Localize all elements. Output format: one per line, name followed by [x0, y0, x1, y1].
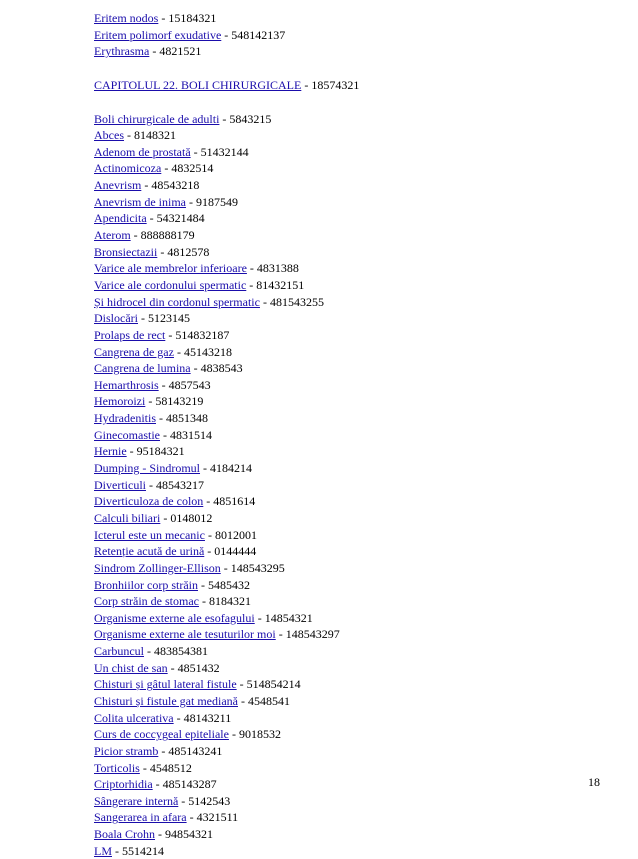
entry-link[interactable]: Cangrena de lumina — [94, 361, 191, 376]
list-item — [94, 710, 614, 727]
entry-code: 481543255 — [269, 294, 324, 309]
separator: - — [185, 194, 196, 209]
entry-link[interactable]: Sangerarea in afara — [94, 810, 187, 825]
separator: - — [259, 294, 270, 309]
entry-code: 58143219 — [155, 394, 204, 409]
list-item — [94, 310, 614, 327]
list-item — [94, 393, 614, 410]
list-item — [94, 626, 614, 643]
entry-link[interactable]: Boli chirurgicale de adulti — [94, 111, 220, 126]
separator: - — [200, 461, 211, 476]
separator: - — [246, 261, 257, 276]
list-item — [94, 477, 614, 494]
separator: - — [204, 527, 215, 542]
separator: - — [198, 594, 209, 609]
separator: - — [156, 411, 166, 426]
entry-code: 4321511 — [196, 810, 239, 825]
entry-link[interactable]: Diverticuli — [94, 477, 146, 492]
entry-link[interactable]: Picior stramb — [94, 743, 159, 758]
entry-code: 888888179 — [140, 228, 195, 243]
list-item — [94, 144, 614, 161]
entry-link[interactable]: Retenție acută de urină — [94, 544, 205, 559]
list-item — [94, 244, 614, 261]
entry-code: 8012001 — [214, 527, 257, 542]
list-item — [94, 610, 614, 627]
separator: - — [221, 27, 232, 42]
entry-code: 4851348 — [166, 411, 208, 426]
chapter-link[interactable]: CAPITOLUL 22. BOLI CHIRURGICALE — [94, 77, 302, 92]
entry-link[interactable]: Adenom de prostată — [94, 144, 191, 159]
separator: - — [138, 311, 148, 326]
entry-link[interactable]: Sindrom Zollinger-Ellison — [94, 560, 221, 575]
separator: - — [158, 743, 169, 758]
list-item — [94, 743, 614, 760]
entry-code: 0148012 — [170, 510, 213, 525]
entry-link[interactable]: Prolaps de rect — [94, 327, 166, 342]
list-item — [94, 493, 614, 510]
separator: - — [160, 510, 171, 525]
chapter-code: 18574321 — [311, 77, 360, 92]
separator: - — [139, 760, 150, 775]
list-item — [94, 826, 614, 843]
entry-link[interactable]: Hemarthrosis — [94, 377, 159, 392]
entry-code: 4548541 — [247, 693, 290, 708]
entry-link[interactable]: Eritem polimorf exudative — [94, 27, 222, 42]
entry-code: 15184321 — [168, 11, 217, 25]
list-item — [94, 676, 614, 693]
list-item — [94, 227, 614, 244]
entry-code: 4838543 — [200, 361, 243, 376]
list-item — [94, 543, 614, 560]
separator: - — [141, 178, 152, 193]
list-item — [94, 177, 614, 194]
separator: - — [186, 810, 197, 825]
list-item — [94, 760, 614, 777]
page-number: 18 — [588, 775, 600, 789]
list-item — [94, 560, 614, 577]
separator: - — [145, 394, 156, 409]
list-item — [94, 277, 614, 294]
entry-code: 5843215 — [229, 111, 272, 126]
spacer — [94, 60, 614, 77]
list-item — [94, 643, 614, 660]
entry-code: 14854321 — [264, 610, 313, 625]
separator: - — [228, 727, 239, 742]
separator: - — [301, 77, 312, 92]
separator: - — [167, 660, 178, 675]
entry-link[interactable]: Organisme externe ale tesuturilor moi — [94, 627, 276, 642]
entry-link[interactable]: Dislocări — [94, 311, 138, 326]
entry-link[interactable]: Apendicita — [94, 211, 147, 226]
list-item — [94, 793, 614, 810]
entry-code: 51432144 — [200, 144, 249, 159]
entry-code: 48543218 — [151, 178, 200, 193]
entry-code: 4851614 — [213, 494, 256, 509]
entry-code: 485143287 — [162, 777, 217, 792]
entry-link[interactable]: Varice ale membrelor inferioare — [94, 261, 247, 276]
separator: - — [173, 344, 184, 359]
entry-link[interactable]: Hemoroizi — [94, 394, 146, 409]
entry-link[interactable]: Varice ale cordonului spermatic — [94, 277, 247, 292]
entry-code: 485143241 — [168, 743, 223, 758]
list-item — [94, 527, 614, 544]
entry-code: 48543217 — [155, 477, 204, 492]
entry-code: 9187549 — [195, 194, 238, 209]
entry-code: 514832187 — [175, 327, 230, 342]
entry-link[interactable]: Criptorhidia — [94, 777, 153, 792]
list-item — [94, 726, 614, 743]
separator: - — [130, 228, 141, 243]
entry-link[interactable]: Organisme externe ale esofagului — [94, 610, 255, 625]
entry-link[interactable]: Eritem nodos — [94, 11, 159, 25]
separator: - — [190, 361, 201, 376]
entry-code: 81432151 — [256, 277, 305, 292]
list-item — [94, 294, 614, 311]
list-item — [94, 460, 614, 477]
separator: - — [236, 677, 247, 692]
entry-link[interactable]: Carbuncul — [94, 644, 144, 659]
separator: - — [158, 11, 169, 25]
entry-link[interactable]: Boala Crohn — [94, 827, 155, 842]
list-item — [94, 194, 614, 211]
separator: - — [146, 211, 157, 226]
list-item — [94, 776, 614, 793]
list-item — [94, 160, 614, 177]
list-item — [94, 377, 614, 394]
entry-link[interactable]: Curs de coccygeal epiteliale — [94, 727, 229, 742]
entry-code: 5485432 — [207, 577, 250, 592]
entry-link[interactable]: Diverticuloza de colon — [94, 494, 204, 509]
list-item — [94, 344, 614, 361]
entry-code: 4548512 — [149, 760, 192, 775]
separator: - — [197, 577, 208, 592]
list-item — [94, 10, 614, 27]
entry-list-surgery — [94, 111, 614, 859]
entry-link[interactable]: Chisturi și fistule gat mediană — [94, 693, 238, 708]
separator: - — [190, 144, 201, 159]
list-item — [94, 410, 614, 427]
list-item — [94, 510, 614, 527]
separator: - — [246, 277, 257, 292]
entry-code: 54321484 — [156, 211, 205, 226]
entry-code: 483854381 — [154, 644, 208, 659]
separator: - — [159, 427, 170, 442]
entry-link[interactable]: Anevrism — [94, 178, 142, 193]
list-item — [94, 210, 614, 227]
entry-link[interactable]: Ginecomastie — [94, 427, 160, 442]
entry-link[interactable]: Și hidrocel din cordonul spermatic — [94, 294, 260, 309]
separator: - — [112, 843, 122, 858]
entry-link[interactable]: Cangrena de gaz — [94, 344, 174, 359]
separator: - — [161, 161, 172, 176]
list-item — [94, 111, 614, 128]
entry-code: 148543295 — [230, 560, 285, 575]
list-item — [94, 260, 614, 277]
spacer — [94, 94, 614, 111]
list-item — [94, 360, 614, 377]
separator: - — [155, 827, 165, 842]
chapter-heading — [94, 77, 614, 94]
entry-code: 514854214 — [246, 677, 301, 692]
list-item — [94, 843, 614, 859]
list-item — [94, 660, 614, 677]
separator: - — [204, 544, 215, 559]
separator: - — [152, 777, 163, 792]
entry-code: 5123145 — [148, 311, 190, 326]
entry-code: 8184321 — [208, 594, 251, 609]
entry-code: 48143211 — [183, 710, 232, 725]
entry-link[interactable]: Abces — [94, 128, 124, 143]
entry-link[interactable]: Actinomicoza — [94, 161, 162, 176]
entry-link[interactable]: Erythrasma — [94, 44, 150, 59]
separator: - — [158, 377, 169, 392]
document-body — [94, 10, 614, 859]
entry-link[interactable]: Anevrism de inima — [94, 194, 186, 209]
list-item — [94, 43, 614, 60]
entry-link[interactable]: Bronsiectazii — [94, 244, 158, 259]
entry-link[interactable]: Icterul este un mecanic — [94, 527, 205, 542]
separator: - — [124, 128, 134, 143]
entry-code: 4831514 — [169, 427, 212, 442]
list-item — [94, 593, 614, 610]
entry-list-dermatology — [94, 10, 614, 60]
entry-link[interactable]: Aterom — [94, 228, 131, 243]
separator: - — [149, 44, 160, 59]
separator: - — [219, 111, 230, 126]
entry-link[interactable]: Torticolis — [94, 760, 140, 775]
entry-link[interactable]: Hydradenitis — [94, 411, 156, 426]
separator: - — [165, 327, 176, 342]
entry-code: 548142137 — [231, 27, 286, 42]
entry-code: 4851432 — [177, 660, 220, 675]
entry-link[interactable]: Un chist de san — [94, 660, 168, 675]
entry-code: 4831388 — [256, 261, 299, 276]
separator: - — [254, 610, 265, 625]
list-item — [94, 127, 614, 144]
list-item — [94, 27, 614, 44]
entry-link[interactable]: Hernie — [94, 444, 127, 459]
entry-link[interactable]: LM — [94, 843, 112, 858]
separator: - — [203, 494, 214, 509]
entry-code: 148543297 — [285, 627, 340, 642]
entry-link[interactable]: Dumping - Sindromul — [94, 461, 201, 476]
separator: - — [178, 793, 189, 808]
separator: - — [157, 244, 168, 259]
entry-link[interactable]: Bronhiilor corp străin — [94, 577, 198, 592]
list-item — [94, 809, 614, 826]
list-item — [94, 577, 614, 594]
entry-code: 94854321 — [165, 827, 213, 842]
separator: - — [173, 710, 184, 725]
entry-code: 45143218 — [183, 344, 232, 359]
separator: - — [144, 644, 154, 659]
entry-code: 4832514 — [171, 161, 214, 176]
entry-code: 4812578 — [167, 244, 210, 259]
entry-code: 4857543 — [168, 377, 211, 392]
entry-code: 0144444 — [214, 544, 257, 559]
separator: - — [275, 627, 286, 642]
list-item — [94, 443, 614, 460]
entry-link[interactable]: Colita ulcerativa — [94, 710, 174, 725]
entry-code: 5142543 — [188, 793, 231, 808]
entry-link[interactable]: Corp străin de stomac — [94, 594, 199, 609]
separator: - — [145, 477, 156, 492]
separator: - — [126, 444, 137, 459]
list-item — [94, 693, 614, 710]
entry-link[interactable]: Chisturi și gâtul lateral fistule — [94, 677, 237, 692]
entry-code: 9018532 — [238, 727, 281, 742]
entry-code: 95184321 — [136, 444, 185, 459]
entry-link[interactable]: Calculi biliari — [94, 510, 161, 525]
separator: - — [220, 560, 231, 575]
entry-code: 5514214 — [122, 843, 164, 858]
entry-code: 4821521 — [159, 44, 202, 59]
entry-link[interactable]: Sângerare internă — [94, 793, 179, 808]
separator: - — [237, 693, 248, 708]
entry-code: 4184214 — [210, 461, 253, 476]
list-item — [94, 427, 614, 444]
entry-code: 8148321 — [134, 128, 176, 143]
list-item — [94, 327, 614, 344]
